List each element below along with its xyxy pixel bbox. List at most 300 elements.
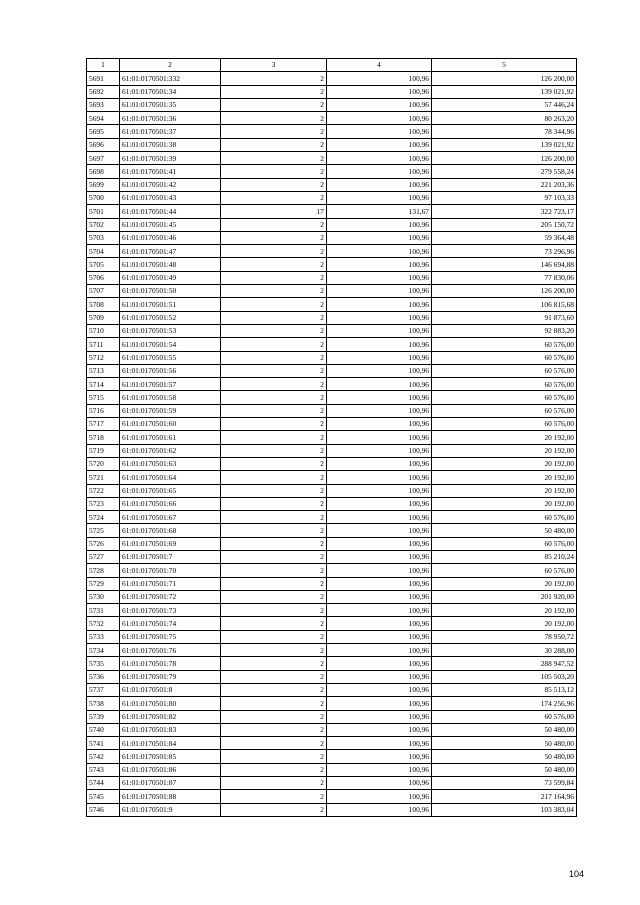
row-number-cell: 5718 (87, 431, 120, 444)
table-row (87, 418, 577, 431)
cadastral-number-cell: 61:01:0170501:50 (120, 285, 221, 298)
row-number-cell: 5709 (87, 311, 120, 324)
rate-cell: 100,96 (327, 577, 432, 590)
amount-cell: 97 103,33 (432, 191, 577, 204)
amount-cell: 30 288,00 (432, 644, 577, 657)
cadastral-number-cell: 61:01:0170501:69 (120, 537, 221, 550)
cadastral-number-cell: 61:01:0170501:52 (120, 311, 221, 324)
table-row (87, 697, 577, 710)
table-row (87, 604, 577, 617)
table-row (87, 125, 577, 138)
count-cell: 2 (221, 178, 327, 191)
rate-cell: 100,96 (327, 85, 432, 98)
count-cell: 2 (221, 577, 327, 590)
column-header: 4 (327, 59, 432, 72)
row-number-cell: 5697 (87, 152, 120, 165)
column-header: 1 (87, 59, 120, 72)
row-number-cell: 5722 (87, 484, 120, 497)
cadastral-number-cell: 61:01:0170501:47 (120, 245, 221, 258)
table-body (87, 72, 577, 817)
count-cell: 2 (221, 484, 327, 497)
rate-cell: 100,96 (327, 298, 432, 311)
row-number-cell: 5745 (87, 790, 120, 803)
cadastral-number-cell: 61:01:0170501:54 (120, 338, 221, 351)
amount-cell: 60 576,00 (432, 404, 577, 417)
amount-cell: 59 364,48 (432, 231, 577, 244)
cadastral-number-cell: 61:01:0170501:41 (120, 165, 221, 178)
row-number-cell: 5719 (87, 444, 120, 457)
count-cell: 2 (221, 231, 327, 244)
table-row (87, 165, 577, 178)
amount-cell: 174 256,96 (432, 697, 577, 710)
amount-cell: 85 210,24 (432, 550, 577, 563)
cadastral-number-cell: 61:01:0170501:49 (120, 271, 221, 284)
table-row (87, 803, 577, 816)
rate-cell: 100,96 (327, 191, 432, 204)
table-row (87, 324, 577, 337)
count-cell: 2 (221, 697, 327, 710)
page-number: 104 (568, 869, 584, 879)
cadastral-number-cell: 61:01:0170501:38 (120, 138, 221, 151)
amount-cell: 60 576,00 (432, 351, 577, 364)
rate-cell: 100,96 (327, 670, 432, 683)
rate-cell: 100,96 (327, 604, 432, 617)
amount-cell: 20 192,00 (432, 577, 577, 590)
table-row (87, 617, 577, 630)
table-row (87, 138, 577, 151)
table-row (87, 298, 577, 311)
table-row (87, 524, 577, 537)
rate-cell: 100,96 (327, 178, 432, 191)
count-cell: 2 (221, 351, 327, 364)
count-cell: 2 (221, 311, 327, 324)
cadastral-number-cell: 61:01:0170501:7 (120, 550, 221, 563)
amount-cell: 60 576,00 (432, 364, 577, 377)
amount-cell: 20 192,00 (432, 457, 577, 470)
rate-cell: 100,96 (327, 683, 432, 696)
cadastral-number-cell: 61:01:0170501:58 (120, 391, 221, 404)
rate-cell: 100,96 (327, 245, 432, 258)
cadastral-number-cell: 61:01:0170501:34 (120, 85, 221, 98)
amount-cell: 279 558,24 (432, 165, 577, 178)
rate-cell: 100,96 (327, 710, 432, 723)
row-number-cell: 5738 (87, 697, 120, 710)
table-row (87, 205, 577, 218)
amount-cell: 20 192,00 (432, 604, 577, 617)
cadastral-number-cell: 61:01:0170501:42 (120, 178, 221, 191)
row-number-cell: 5696 (87, 138, 120, 151)
count-cell: 17 (221, 205, 327, 218)
table-row (87, 178, 577, 191)
amount-cell: 126 200,00 (432, 152, 577, 165)
row-number-cell: 5737 (87, 683, 120, 696)
amount-cell: 60 576,00 (432, 391, 577, 404)
rate-cell: 100,96 (327, 657, 432, 670)
amount-cell: 221 203,36 (432, 178, 577, 191)
row-number-cell: 5692 (87, 85, 120, 98)
rate-cell: 100,96 (327, 98, 432, 111)
rate-cell: 100,96 (327, 324, 432, 337)
rate-cell: 100,96 (327, 418, 432, 431)
cadastral-number-cell: 61:01:0170501:67 (120, 511, 221, 524)
table-row (87, 431, 577, 444)
count-cell: 2 (221, 165, 327, 178)
rate-cell: 100,96 (327, 537, 432, 550)
amount-cell: 20 192,00 (432, 497, 577, 510)
row-number-cell: 5708 (87, 298, 120, 311)
cadastral-number-cell: 61:01:0170501:35 (120, 98, 221, 111)
amount-cell: 205 150,72 (432, 218, 577, 231)
cadastral-number-cell: 61:01:0170501:332 (120, 72, 221, 85)
rate-cell: 100,96 (327, 378, 432, 391)
amount-cell: 20 192,00 (432, 471, 577, 484)
amount-cell: 60 576,00 (432, 564, 577, 577)
cadastral-number-cell: 61:01:0170501:8 (120, 683, 221, 696)
cadastral-number-cell: 61:01:0170501:55 (120, 351, 221, 364)
count-cell: 2 (221, 710, 327, 723)
table-row (87, 511, 577, 524)
count-cell: 2 (221, 763, 327, 776)
count-cell: 2 (221, 391, 327, 404)
cadastral-number-cell: 61:01:0170501:71 (120, 577, 221, 590)
count-cell: 2 (221, 457, 327, 470)
rate-cell: 100,96 (327, 737, 432, 750)
row-number-cell: 5704 (87, 245, 120, 258)
table-row (87, 112, 577, 125)
count-cell: 2 (221, 564, 327, 577)
count-cell: 2 (221, 85, 327, 98)
table-row (87, 537, 577, 550)
cadastral-number-cell: 61:01:0170501:65 (120, 484, 221, 497)
row-number-cell: 5731 (87, 604, 120, 617)
cadastral-number-cell: 61:01:0170501:51 (120, 298, 221, 311)
amount-cell: 77 830,06 (432, 271, 577, 284)
count-cell: 2 (221, 324, 327, 337)
rate-cell: 100,96 (327, 391, 432, 404)
amount-cell: 50 480,00 (432, 737, 577, 750)
row-number-cell: 5724 (87, 511, 120, 524)
rate-cell: 100,96 (327, 630, 432, 643)
cadastral-number-cell: 61:01:0170501:64 (120, 471, 221, 484)
cadastral-number-cell: 61:01:0170501:53 (120, 324, 221, 337)
table-row (87, 577, 577, 590)
cadastral-number-cell: 61:01:0170501:87 (120, 777, 221, 790)
amount-cell: 60 576,00 (432, 378, 577, 391)
row-number-cell: 5712 (87, 351, 120, 364)
row-number-cell: 5698 (87, 165, 120, 178)
row-number-cell: 5732 (87, 617, 120, 630)
count-cell: 2 (221, 298, 327, 311)
table-row (87, 777, 577, 790)
row-number-cell: 5720 (87, 457, 120, 470)
rate-cell: 100,96 (327, 750, 432, 763)
row-number-cell: 5714 (87, 378, 120, 391)
table-row (87, 285, 577, 298)
table-row (87, 391, 577, 404)
count-cell: 2 (221, 723, 327, 736)
rate-cell: 100,96 (327, 218, 432, 231)
row-number-cell: 5725 (87, 524, 120, 537)
rate-cell: 100,96 (327, 351, 432, 364)
count-cell: 2 (221, 138, 327, 151)
row-number-cell: 5742 (87, 750, 120, 763)
table-row (87, 351, 577, 364)
rate-cell: 100,96 (327, 285, 432, 298)
rate-cell: 100,96 (327, 404, 432, 417)
rate-cell: 100,96 (327, 763, 432, 776)
row-number-cell: 5713 (87, 364, 120, 377)
table-row (87, 191, 577, 204)
amount-cell: 20 192,00 (432, 617, 577, 630)
count-cell: 2 (221, 537, 327, 550)
count-cell: 2 (221, 604, 327, 617)
amount-cell: 103 383,04 (432, 803, 577, 816)
cadastral-number-cell: 61:01:0170501:44 (120, 205, 221, 218)
table-row (87, 737, 577, 750)
row-number-cell: 5710 (87, 324, 120, 337)
row-number-cell: 5701 (87, 205, 120, 218)
count-cell: 2 (221, 644, 327, 657)
count-cell: 2 (221, 431, 327, 444)
data-table (86, 58, 577, 817)
rate-cell: 100,96 (327, 457, 432, 470)
amount-cell: 60 576,00 (432, 710, 577, 723)
amount-cell: 139 021,92 (432, 138, 577, 151)
cadastral-number-cell: 61:01:0170501:46 (120, 231, 221, 244)
row-number-cell: 5705 (87, 258, 120, 271)
rate-cell: 100,96 (327, 444, 432, 457)
cadastral-number-cell: 61:01:0170501:85 (120, 750, 221, 763)
table-row (87, 271, 577, 284)
rate-cell: 100,96 (327, 564, 432, 577)
table-row (87, 245, 577, 258)
rate-cell: 131,67 (327, 205, 432, 218)
table-row (87, 152, 577, 165)
table-row (87, 710, 577, 723)
cadastral-number-cell: 61:01:0170501:73 (120, 604, 221, 617)
rate-cell: 100,96 (327, 497, 432, 510)
count-cell: 2 (221, 670, 327, 683)
row-number-cell: 5726 (87, 537, 120, 550)
rate-cell: 100,96 (327, 790, 432, 803)
column-header: 2 (120, 59, 221, 72)
rate-cell: 100,96 (327, 803, 432, 816)
row-number-cell: 5728 (87, 564, 120, 577)
amount-cell: 50 480,00 (432, 723, 577, 736)
cadastral-number-cell: 61:01:0170501:57 (120, 378, 221, 391)
row-number-cell: 5735 (87, 657, 120, 670)
count-cell: 2 (221, 737, 327, 750)
row-number-cell: 5706 (87, 271, 120, 284)
amount-cell: 288 947,52 (432, 657, 577, 670)
amount-cell: 20 192,00 (432, 444, 577, 457)
amount-cell: 73 296,96 (432, 245, 577, 258)
count-cell: 2 (221, 418, 327, 431)
table-row (87, 364, 577, 377)
count-cell: 2 (221, 683, 327, 696)
count-cell: 2 (221, 72, 327, 85)
rate-cell: 100,96 (327, 723, 432, 736)
amount-cell: 106 815,68 (432, 298, 577, 311)
count-cell: 2 (221, 378, 327, 391)
row-number-cell: 5721 (87, 471, 120, 484)
row-number-cell: 5736 (87, 670, 120, 683)
cadastral-number-cell: 61:01:0170501:79 (120, 670, 221, 683)
row-number-cell: 5693 (87, 98, 120, 111)
cadastral-number-cell: 61:01:0170501:45 (120, 218, 221, 231)
count-cell: 2 (221, 338, 327, 351)
count-cell: 2 (221, 191, 327, 204)
table-row (87, 444, 577, 457)
rate-cell: 100,96 (327, 138, 432, 151)
row-number-cell: 5733 (87, 630, 120, 643)
cadastral-number-cell: 61:01:0170501:66 (120, 497, 221, 510)
table-row (87, 497, 577, 510)
rate-cell: 100,96 (327, 431, 432, 444)
row-number-cell: 5695 (87, 125, 120, 138)
rate-cell: 100,96 (327, 165, 432, 178)
amount-cell: 57 446,24 (432, 98, 577, 111)
amount-cell: 85 513,12 (432, 683, 577, 696)
rate-cell: 100,96 (327, 590, 432, 603)
count-cell: 2 (221, 218, 327, 231)
count-cell: 2 (221, 790, 327, 803)
table-row (87, 750, 577, 763)
amount-cell: 73 599,84 (432, 777, 577, 790)
amount-cell: 105 503,20 (432, 670, 577, 683)
count-cell: 2 (221, 271, 327, 284)
row-number-cell: 5702 (87, 218, 120, 231)
cadastral-number-cell: 61:01:0170501:9 (120, 803, 221, 816)
count-cell: 2 (221, 630, 327, 643)
row-number-cell: 5729 (87, 577, 120, 590)
row-number-cell: 5741 (87, 737, 120, 750)
rate-cell: 100,96 (327, 152, 432, 165)
cadastral-number-cell: 61:01:0170501:80 (120, 697, 221, 710)
rate-cell: 100,96 (327, 72, 432, 85)
row-number-cell: 5734 (87, 644, 120, 657)
rate-cell: 100,96 (327, 697, 432, 710)
rate-cell: 100,96 (327, 471, 432, 484)
table-row (87, 564, 577, 577)
rate-cell: 100,96 (327, 777, 432, 790)
amount-cell: 78 950,72 (432, 630, 577, 643)
table-row (87, 683, 577, 696)
amount-cell: 92 883,20 (432, 324, 577, 337)
rate-cell: 100,96 (327, 311, 432, 324)
row-number-cell: 5691 (87, 72, 120, 85)
rate-cell: 100,96 (327, 231, 432, 244)
rate-cell: 100,96 (327, 338, 432, 351)
count-cell: 2 (221, 657, 327, 670)
row-number-cell: 5711 (87, 338, 120, 351)
table-row (87, 790, 577, 803)
cadastral-number-cell: 61:01:0170501:84 (120, 737, 221, 750)
rate-cell: 100,96 (327, 524, 432, 537)
count-cell: 2 (221, 777, 327, 790)
row-number-cell: 5723 (87, 497, 120, 510)
table-row (87, 338, 577, 351)
cadastral-number-cell: 61:01:0170501:68 (120, 524, 221, 537)
table-row (87, 590, 577, 603)
amount-cell: 139 021,92 (432, 85, 577, 98)
count-cell: 2 (221, 404, 327, 417)
table-row (87, 311, 577, 324)
cadastral-number-cell: 61:01:0170501:72 (120, 590, 221, 603)
cadastral-number-cell: 61:01:0170501:75 (120, 630, 221, 643)
amount-cell: 126 200,00 (432, 72, 577, 85)
amount-cell: 91 873,60 (432, 311, 577, 324)
cadastral-number-cell: 61:01:0170501:39 (120, 152, 221, 165)
table-header-row (87, 59, 577, 72)
amount-cell: 50 480,00 (432, 763, 577, 776)
row-number-cell: 5740 (87, 723, 120, 736)
row-number-cell: 5746 (87, 803, 120, 816)
count-cell: 2 (221, 617, 327, 630)
cadastral-number-cell: 61:01:0170501:86 (120, 763, 221, 776)
rate-cell: 100,96 (327, 617, 432, 630)
count-cell: 2 (221, 285, 327, 298)
row-number-cell: 5707 (87, 285, 120, 298)
amount-cell: 20 192,00 (432, 431, 577, 444)
amount-cell: 322 723,17 (432, 205, 577, 218)
row-number-cell: 5744 (87, 777, 120, 790)
count-cell: 2 (221, 364, 327, 377)
amount-cell: 146 694,88 (432, 258, 577, 271)
table-row (87, 218, 577, 231)
count-cell: 2 (221, 497, 327, 510)
table-row (87, 72, 577, 85)
table-row (87, 231, 577, 244)
rate-cell: 100,96 (327, 550, 432, 563)
count-cell: 2 (221, 152, 327, 165)
cadastral-number-cell: 61:01:0170501:83 (120, 723, 221, 736)
cadastral-number-cell: 61:01:0170501:37 (120, 125, 221, 138)
cadastral-number-cell: 61:01:0170501:36 (120, 112, 221, 125)
count-cell: 2 (221, 511, 327, 524)
table-row (87, 484, 577, 497)
amount-cell: 50 480,00 (432, 750, 577, 763)
row-number-cell: 5694 (87, 112, 120, 125)
column-header: 3 (221, 59, 327, 72)
rate-cell: 100,96 (327, 258, 432, 271)
table-row (87, 763, 577, 776)
count-cell: 2 (221, 444, 327, 457)
cadastral-number-cell: 61:01:0170501:70 (120, 564, 221, 577)
amount-cell: 60 576,00 (432, 338, 577, 351)
rate-cell: 100,96 (327, 112, 432, 125)
amount-cell: 20 192,00 (432, 484, 577, 497)
row-number-cell: 5703 (87, 231, 120, 244)
count-cell: 2 (221, 245, 327, 258)
table-row (87, 550, 577, 563)
amount-cell: 60 576,00 (432, 418, 577, 431)
rate-cell: 100,96 (327, 484, 432, 497)
cadastral-number-cell: 61:01:0170501:62 (120, 444, 221, 457)
cadastral-number-cell: 61:01:0170501:63 (120, 457, 221, 470)
cadastral-number-cell: 61:01:0170501:60 (120, 418, 221, 431)
row-number-cell: 5730 (87, 590, 120, 603)
row-number-cell: 5739 (87, 710, 120, 723)
row-number-cell: 5727 (87, 550, 120, 563)
cadastral-number-cell: 61:01:0170501:78 (120, 657, 221, 670)
row-number-cell: 5743 (87, 763, 120, 776)
row-number-cell: 5699 (87, 178, 120, 191)
amount-cell: 201 920,00 (432, 590, 577, 603)
rate-cell: 100,96 (327, 511, 432, 524)
amount-cell: 50 480,00 (432, 524, 577, 537)
count-cell: 2 (221, 803, 327, 816)
